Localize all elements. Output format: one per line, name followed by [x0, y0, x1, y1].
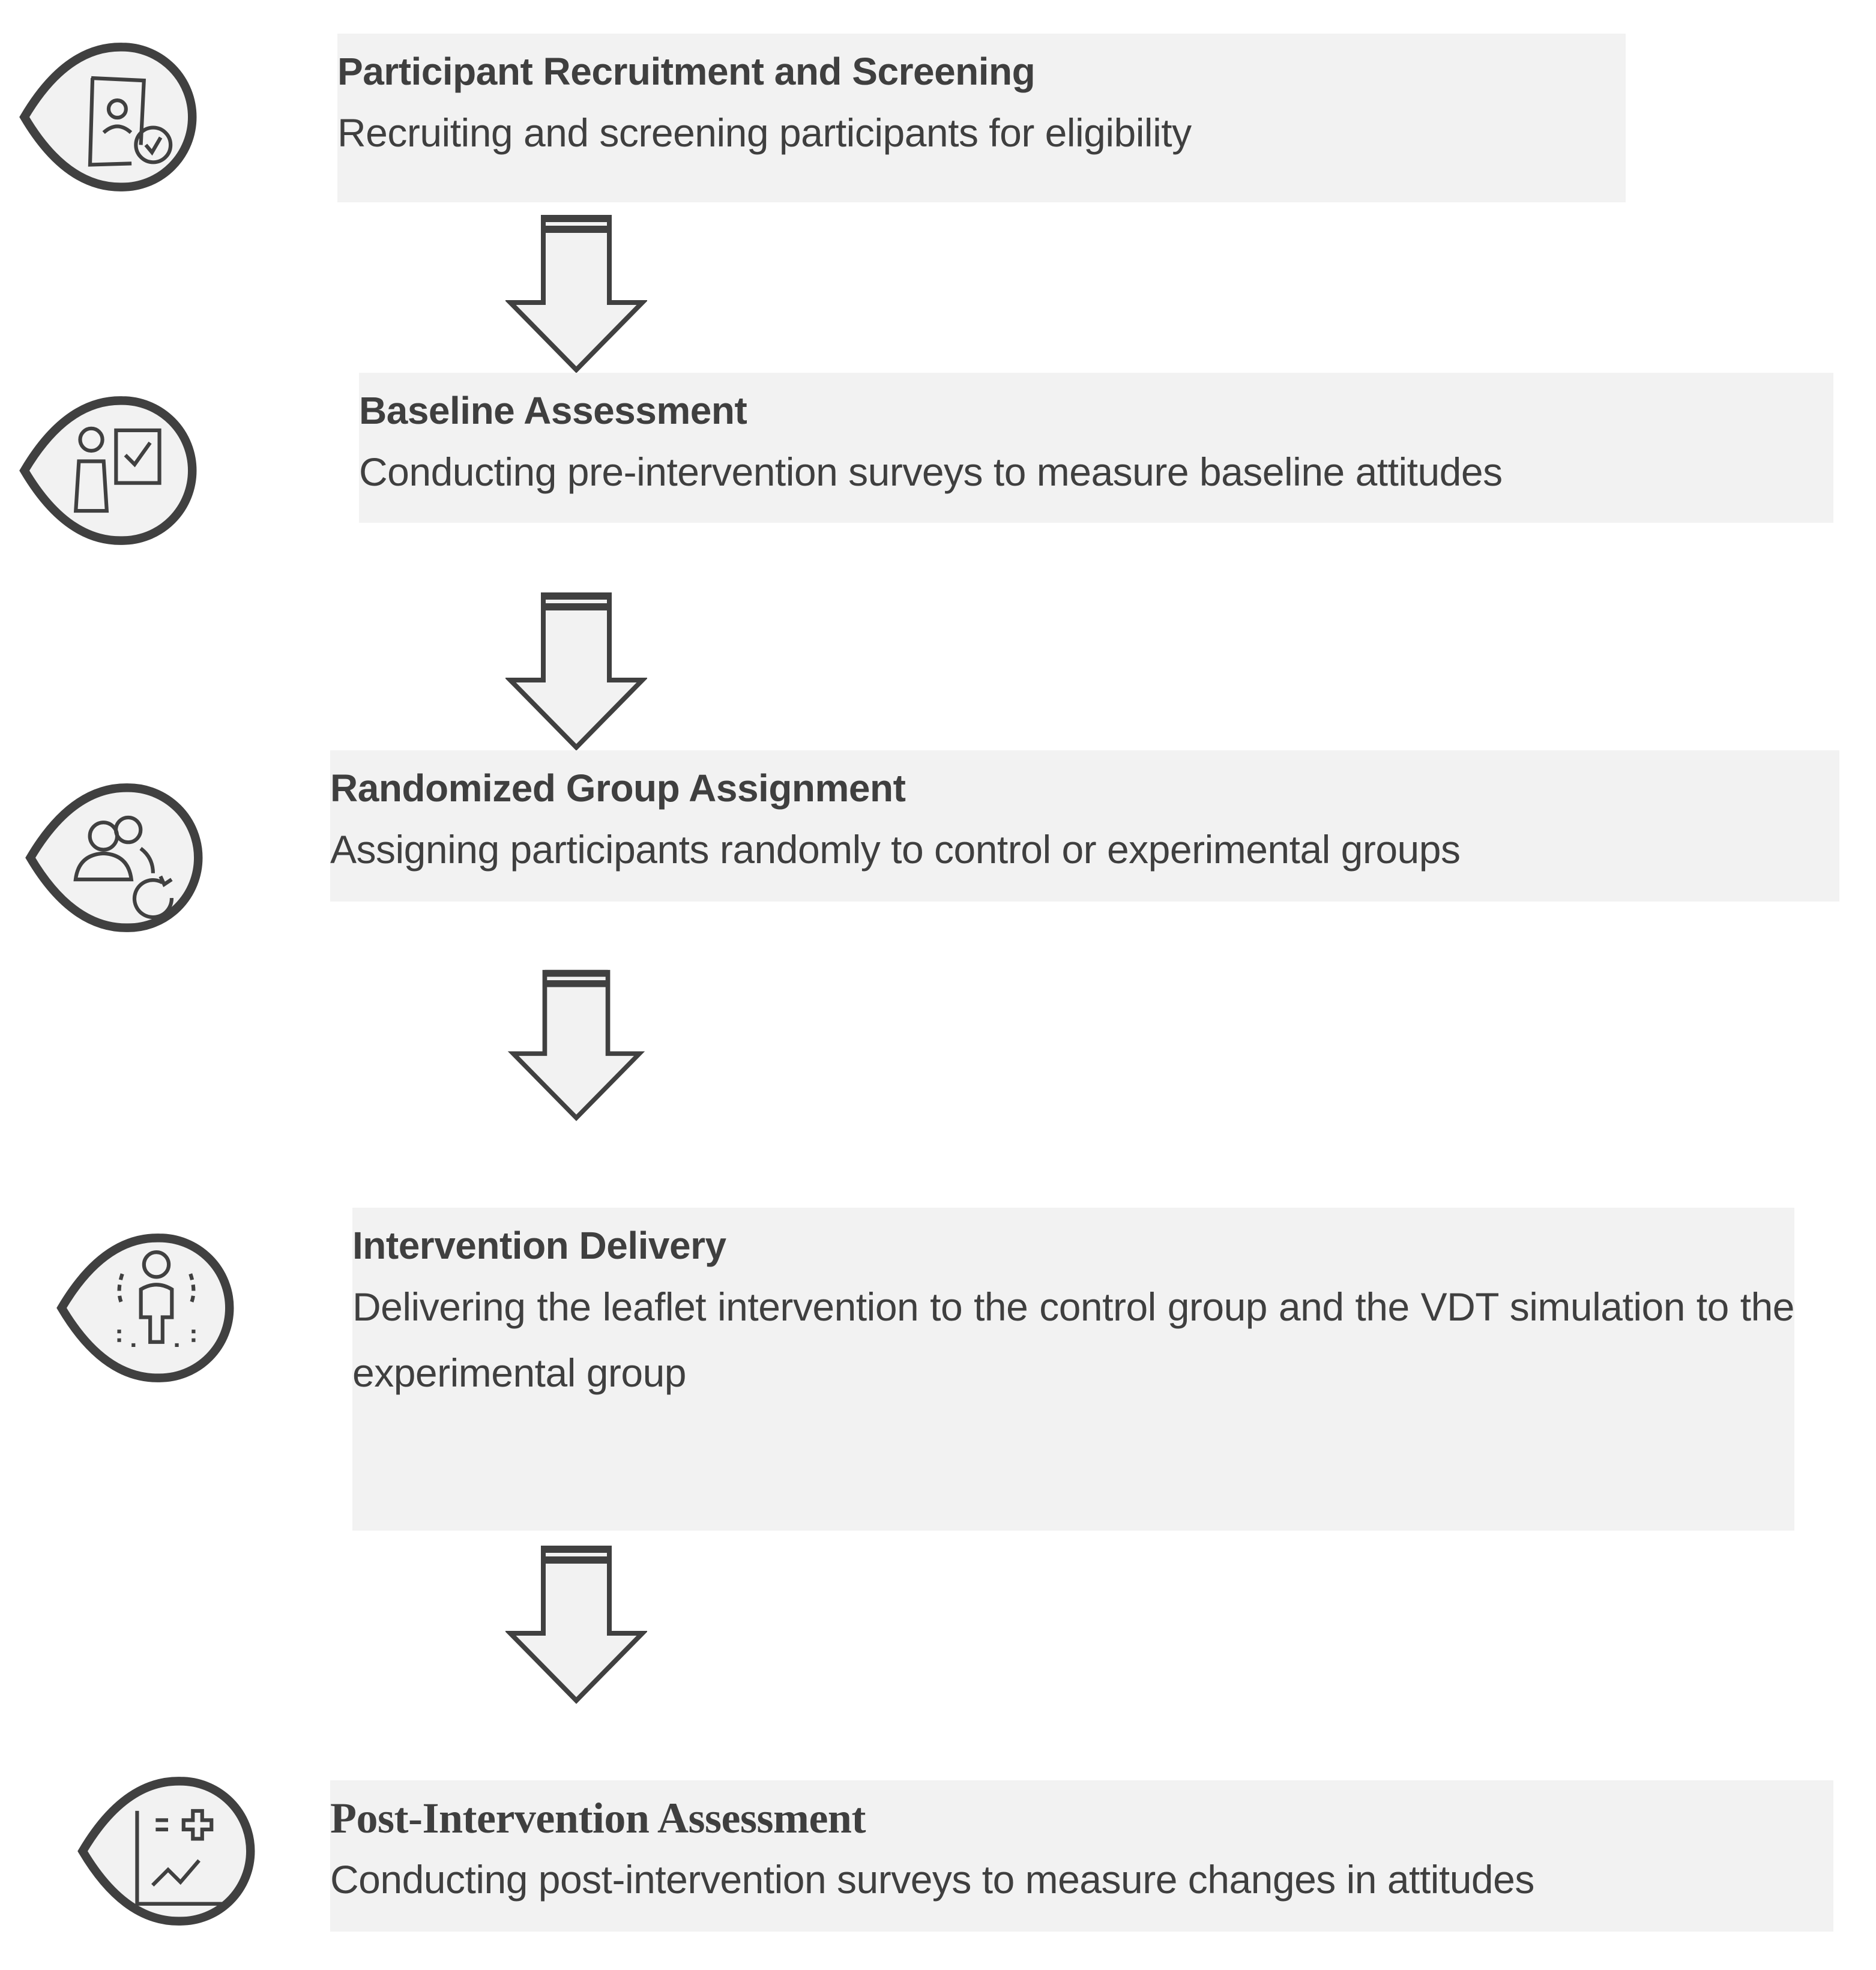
- step-description: Conducting post-intervention surveys to measure changes in attitudes: [330, 1857, 1534, 1902]
- step-1-box: [337, 34, 1626, 202]
- person-checklist-icon: [17, 393, 203, 548]
- step-2-box: [359, 373, 1833, 523]
- down-arrow: [505, 590, 647, 752]
- step-title: Participant Recruitment and Screening: [337, 50, 1036, 93]
- down-arrow: [505, 1531, 647, 1718]
- step-5-box: [330, 1780, 1833, 1932]
- step-4-box: [352, 1208, 1794, 1531]
- id-card-check-icon: [17, 40, 203, 194]
- step-description: Conducting pre-intervention surveys to measure baseline attitudes: [359, 450, 1503, 494]
- step-description: Assigning participants randomly to control or experimental groups: [330, 827, 1461, 872]
- step-description: Delivering the leaflet intervention to the control group and the VDT simulation to the experimental group: [352, 1285, 1794, 1395]
- group-refresh-icon: [23, 780, 209, 935]
- down-arrow: [505, 212, 647, 375]
- step-3-box: [330, 750, 1839, 902]
- health-chart-icon: [75, 1774, 261, 1929]
- step-title: Baseline Assessment: [359, 389, 747, 432]
- step-description: Recruiting and screening participants for eligibility: [337, 110, 1192, 155]
- step-title: Post-Intervention Assessment: [330, 1794, 866, 1842]
- step-title: Randomized Group Assignment: [330, 767, 906, 810]
- person-presentation-icon: [54, 1230, 240, 1385]
- step-title: Intervention Delivery: [352, 1224, 726, 1267]
- down-arrow: [505, 968, 647, 1122]
